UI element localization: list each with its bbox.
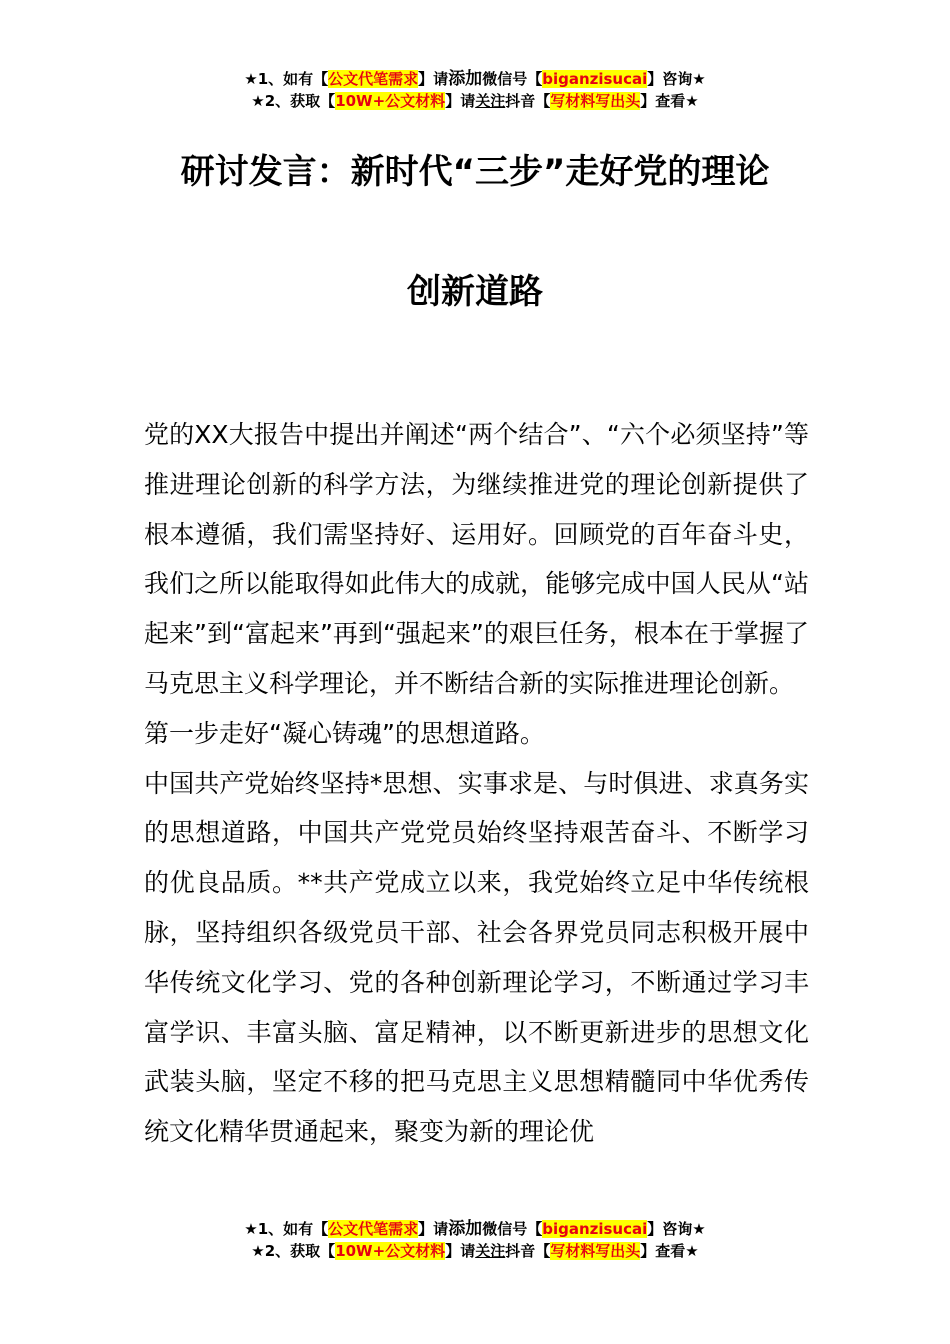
banner-text: 】请 <box>445 1242 476 1260</box>
banner-text: ★1、如有【 <box>244 1220 329 1238</box>
document-body <box>144 410 809 1157</box>
banner-line-1 <box>0 68 950 90</box>
body-paragraph: 党的XX大报告中提出并阐述“两个结合”、“六个必须坚持”等推进理论创新的科学方法，为继续推进党的理论创新提供了根本遵循，我们需坚持好、运用好。回顾党的百年奋斗史，我们之所以能取得如此伟大的成就，能够完成中国人民从“站起来”到“富起来”再到“强起来”的艰巨任务，根本在于掌握了马克思主义科学理论，并不断结合新的实际推进理论创新。 <box>144 420 809 698</box>
banner-line-2 <box>0 1240 950 1262</box>
highlight-service: 公文代笔需求 <box>328 70 419 88</box>
banner-underline: 关注 <box>475 92 506 110</box>
banner-text: 】咨询★ <box>647 70 706 88</box>
body-paragraph: 中国共产党始终坚持*思想、实事求是、与时俱进、求真务实的思想道路，中国共产党党员始终坚持艰苦奋斗、不断学习的优良品质。**共产党成立以来，我党始终立足中华传统根脉，坚持组织各级党员干部、社会各界党员同志积极开展中华传统文化学习、党的各种创新理论学习，不断通过学习丰富学识、丰富头脑、富足精神，以不断更新进步的思想文化武装头脑，坚定不移的把马克思主义思想精髓同中华优秀传统文化精华贯通起来，聚变为新的理论优 <box>144 768 809 1147</box>
banner-text: 】查看★ <box>640 1242 699 1260</box>
highlight-wechat-id: biganzisucai <box>542 70 648 88</box>
banner-text: 微信号【 <box>482 1220 543 1238</box>
banner-line-2 <box>0 90 950 112</box>
banner-text: 】请 <box>418 70 449 88</box>
banner-text: 】请 <box>418 1220 449 1238</box>
header-banner <box>0 68 950 112</box>
document-title-line-2: 创新道路 <box>407 272 543 312</box>
banner-emphasis: 添加 <box>448 1219 483 1239</box>
document-title-line-1: 研讨发言：新时代“三步”走好党的理论 <box>180 152 770 192</box>
highlight-materials: 10W+公文材料 <box>335 1242 446 1260</box>
highlight-wechat-id: biganzisucai <box>542 1220 648 1238</box>
highlight-service: 公文代笔需求 <box>328 1220 419 1238</box>
footer-banner <box>0 1218 950 1262</box>
banner-text: 】咨询★ <box>647 1220 706 1238</box>
banner-text: ★1、如有【 <box>244 70 329 88</box>
banner-text: ★2、获取【 <box>251 1242 336 1260</box>
highlight-materials: 10W+公文材料 <box>335 92 446 110</box>
banner-text: 】请 <box>445 92 476 110</box>
banner-text: 微信号【 <box>482 70 543 88</box>
banner-line-1 <box>0 1218 950 1240</box>
highlight-douyin: 写材料写出头 <box>550 92 641 110</box>
banner-emphasis: 添加 <box>448 69 483 89</box>
banner-text: ★2、获取【 <box>251 92 336 110</box>
banner-underline: 关注 <box>475 1242 506 1260</box>
section-heading: 第一步走好“凝心铸魂”的思想道路。 <box>144 718 545 748</box>
banner-text: 】查看★ <box>640 92 699 110</box>
banner-text: 抖音【 <box>505 92 551 110</box>
highlight-douyin: 写材料写出头 <box>550 1242 641 1260</box>
banner-text: 抖音【 <box>505 1242 551 1260</box>
